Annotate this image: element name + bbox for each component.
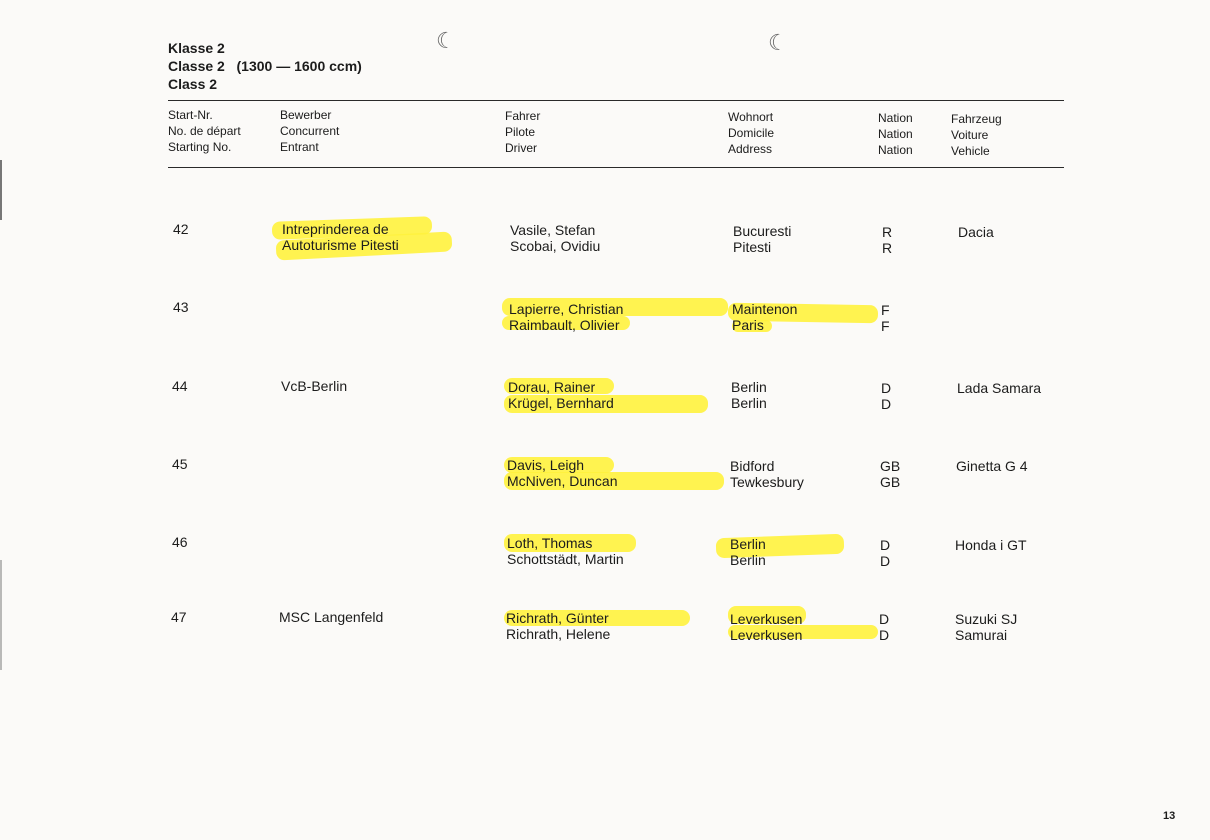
start-number: 45 [172, 456, 188, 472]
column-header-vehicle: Fahrzeug Voiture Vehicle [951, 112, 1002, 158]
start-number: 47 [171, 609, 187, 625]
column-header-entrant: Bewerber Concurrent Entrant [280, 108, 340, 154]
punch-hole-icon: ☾ [436, 28, 456, 53]
class-title [168, 39, 362, 93]
driver-addresses: Berlin Berlin [731, 379, 767, 411]
start-number: 43 [173, 299, 189, 315]
class-title-line1: Klasse 2 [168, 40, 225, 56]
header-rule-bottom [168, 167, 1064, 168]
driver-addresses: Maintenon Paris [732, 301, 798, 333]
driver-nations: R R [882, 224, 893, 256]
start-number: 46 [172, 534, 188, 550]
punch-hole-icon: ☾ [768, 30, 788, 55]
class-title-line2: Classe 2 (1300 — 1600 ccm) [168, 58, 362, 74]
driver-names: Loth, Thomas Schottstädt, Martin [507, 535, 624, 567]
driver-addresses: Berlin Berlin [730, 536, 766, 568]
start-number: 42 [173, 221, 189, 237]
page-number: 13 [1163, 810, 1176, 822]
column-header-address: Wohnort Domicile Address [728, 110, 775, 156]
vehicle-name: Lada Samara [957, 380, 1042, 396]
vehicle-name: Ginetta G 4 [956, 458, 1028, 474]
driver-addresses: Bidford Tewkesbury [730, 458, 804, 490]
column-header-nation: Nation Nation Nation [878, 111, 913, 157]
class-capacity-range: (1300 — 1600 ccm) [236, 58, 362, 74]
driver-addresses: Leverkusen Leverkusen [730, 611, 803, 643]
driver-nations: D D [880, 537, 891, 569]
driver-names: Richrath, Günter Richrath, Helene [506, 610, 611, 642]
driver-names: Dorau, Rainer Krügel, Bernhard [508, 379, 614, 411]
driver-addresses: Bucuresti Pitesti [733, 223, 792, 255]
start-number: 44 [172, 378, 188, 394]
header-rule-top [168, 100, 1064, 101]
class-title-line3: Class 2 [168, 76, 218, 92]
driver-nations: D D [879, 611, 890, 643]
entrant-name: VcB-Berlin [281, 378, 348, 394]
column-header-start: Start-Nr. No. de départ Starting No. [168, 108, 241, 154]
driver-nations: GB GB [880, 458, 901, 490]
vehicle-name: Suzuki SJ Samurai [955, 611, 1018, 643]
page-edge-mark [0, 560, 2, 670]
driver-names: Lapierre, Christian Raimbault, Olivier [509, 301, 624, 333]
driver-names: Davis, Leigh McNiven, Duncan [507, 457, 618, 489]
entrant-name: Intreprinderea de Autoturisme Pitesti [282, 221, 399, 253]
page-edge-mark [0, 160, 2, 220]
entrant-name: MSC Langenfeld [279, 609, 384, 625]
driver-nations: D D [881, 380, 892, 412]
vehicle-name: Honda i GT [955, 537, 1027, 553]
driver-names: Vasile, Stefan Scobai, Ovidiu [510, 222, 601, 254]
driver-nations: F F [881, 302, 890, 334]
column-header-driver: Fahrer Pilote Driver [505, 109, 541, 155]
vehicle-name: Dacia [958, 224, 994, 240]
